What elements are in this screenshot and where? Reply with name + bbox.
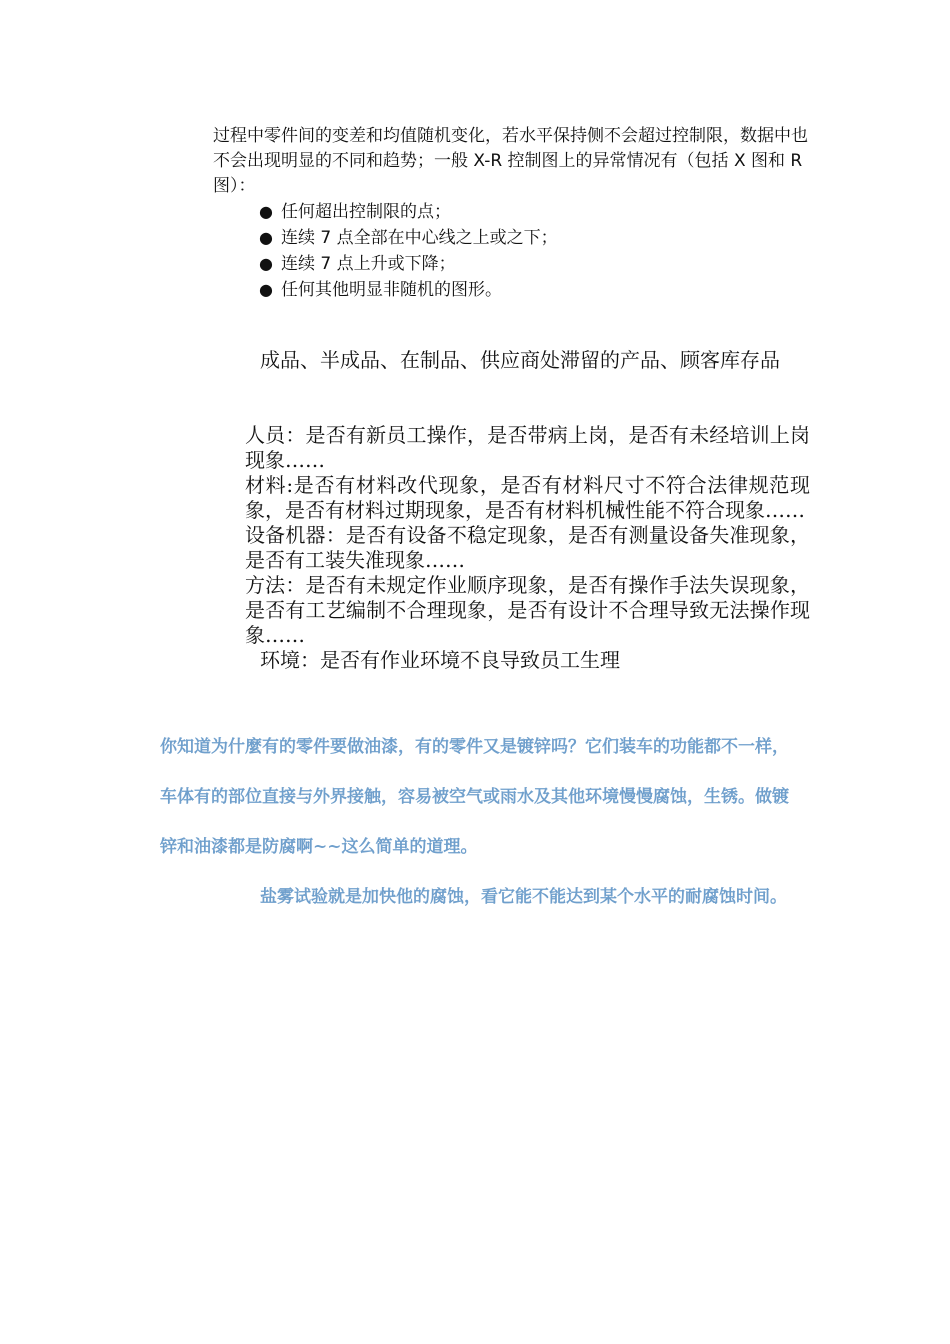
factor-method: 方法：是否有未规定作业顺序现象，是否有操作手法失误现象，是否有工艺编制不合理现象，是否有设计不合理导致无法操作现象…… bbox=[245, 573, 810, 647]
list-item-text: 任何超出控制限的点； bbox=[281, 202, 451, 222]
list-item bbox=[259, 251, 813, 277]
list-item bbox=[259, 277, 813, 303]
abnormal-list bbox=[213, 199, 813, 303]
salt-spray-paragraph: 盐雾试验就是加快他的腐蚀，看它能不能达到某个水平的耐腐蚀时间。 bbox=[260, 887, 787, 907]
list-item-text: 连续 7 点全部在中心线之上或之下； bbox=[281, 228, 558, 248]
factor-machine: 设备机器：是否有设备不稳定现象，是否有测量设备失准现象，是否有工装失准现象…… bbox=[245, 523, 810, 572]
factor-environment: 环境：是否有作业环境不良导致员工生理 bbox=[260, 648, 620, 672]
factor-material: 材料:是否有材料改代现象，是否有材料尺寸不符合法律规范现象，是否有材料过期现象，是否有材料机械性能不符合现象…… bbox=[245, 473, 810, 522]
list-item-text: 连续 7 点上升或下降； bbox=[281, 254, 456, 274]
bullet-icon: ● bbox=[259, 202, 273, 221]
control-chart-section bbox=[213, 124, 813, 303]
factor-people: 人员：是否有新员工操作，是否带病上岗，是否有未经培训上岗现象…… bbox=[245, 423, 810, 472]
bullet-icon: ● bbox=[259, 254, 273, 273]
list-item-text: 任何其他明显非随机的图形。 bbox=[281, 280, 502, 300]
list-item bbox=[259, 199, 813, 225]
bullet-icon: ● bbox=[259, 228, 273, 247]
control-chart-intro: 过程中零件间的变差和均值随机变化，若水平保持侧不会超过控制限，数据中也不会出现明显的不同和趋势；一般 X-R 控制图上的异常情况有（包括 X 图和 R 图）： bbox=[213, 126, 808, 196]
bullet-icon: ● bbox=[259, 280, 273, 299]
coating-paragraph: 你知道为什麼有的零件要做油漆，有的零件又是镀锌吗？它们装车的功能都不一样，车体有的部位直接与外界接触，容易被空气或雨水及其他环境慢慢腐蚀，生锈。做镀锌和油漆都是防腐啊~~这么简单的道理。 bbox=[160, 737, 789, 857]
coating-section bbox=[160, 722, 800, 872]
factors-section bbox=[245, 423, 810, 673]
list-item bbox=[259, 225, 813, 251]
inventory-text: 成品、半成品、在制品、供应商处滞留的产品、顾客库存品 bbox=[260, 348, 780, 372]
salt-spray-section bbox=[260, 872, 810, 922]
